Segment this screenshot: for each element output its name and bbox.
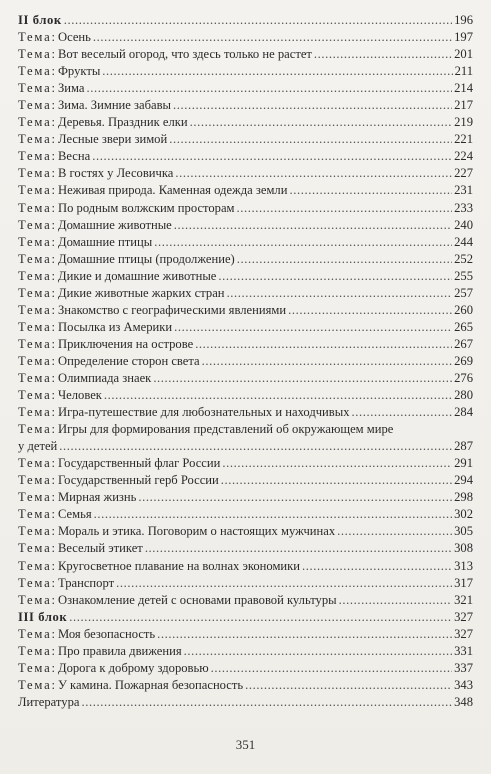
toc-entry xyxy=(18,540,473,557)
leader-dots xyxy=(289,182,452,199)
leader-dots xyxy=(339,592,452,609)
toc-entry xyxy=(18,626,473,643)
entry-title: Игры для формирования представлений об окружающем мире xyxy=(57,422,394,437)
entry-title-wrap xyxy=(18,63,100,80)
entry-title-wrap xyxy=(18,97,171,114)
entry-title: Литература xyxy=(18,694,80,709)
entries-group-b xyxy=(18,455,473,608)
theme-separator: : xyxy=(51,115,55,130)
entry-title-wrap xyxy=(18,472,219,489)
leader-dots xyxy=(175,165,452,182)
page-ref: 240 xyxy=(454,217,473,232)
leader-dots xyxy=(202,353,452,370)
leader-dots xyxy=(154,234,452,251)
theme-separator: : xyxy=(51,507,55,522)
toc-entry xyxy=(18,404,473,421)
page-ref: 201 xyxy=(454,47,473,62)
leader-dots xyxy=(102,63,452,80)
entry-title: Веселый этикет xyxy=(57,541,143,556)
block-heading-2 xyxy=(18,12,473,29)
page-ref: 196 xyxy=(454,13,473,27)
leader-dots xyxy=(116,575,452,592)
toc-entry xyxy=(18,370,473,387)
theme-label: Тема xyxy=(18,592,52,607)
leader-dots xyxy=(314,46,452,63)
theme-label: Тема xyxy=(18,319,52,334)
entry-title: Весна xyxy=(57,149,91,164)
theme-separator: : xyxy=(51,353,55,368)
entry-title: Деревья. Праздник елки xyxy=(57,115,188,130)
theme-separator: : xyxy=(51,388,55,403)
theme-label: Тема xyxy=(18,353,52,368)
page-ref: 217 xyxy=(454,98,473,113)
toc-entry xyxy=(18,302,473,319)
page-number: 351 xyxy=(235,737,256,752)
toc-entry xyxy=(18,165,473,182)
entry-title: Определение сторон света xyxy=(57,353,200,368)
toc-entry xyxy=(18,251,473,268)
page-ref: 265 xyxy=(454,319,473,334)
entry-title: Моя безопасность xyxy=(57,626,156,641)
page-ref: 269 xyxy=(454,353,473,368)
leader-dots xyxy=(157,626,452,643)
toc-entry xyxy=(18,148,473,165)
page-ref: 317 xyxy=(454,575,473,590)
theme-separator: : xyxy=(51,251,55,266)
theme-separator: : xyxy=(51,524,55,539)
theme-label: Тема xyxy=(18,166,52,181)
toc-entry xyxy=(18,268,473,285)
entry-title: Лесные звери зимой xyxy=(57,132,168,147)
toc-entry-literature xyxy=(18,694,473,711)
theme-label: Тема xyxy=(18,677,52,692)
theme-label: Тема xyxy=(18,149,52,164)
toc-entry xyxy=(18,660,473,677)
page-ref: 257 xyxy=(454,285,473,300)
entry-title-wrap xyxy=(18,46,312,63)
theme-separator: : xyxy=(51,422,55,437)
entry-title: Неживая природа. Каменная одежда земли xyxy=(57,183,288,198)
theme-separator: : xyxy=(51,132,55,147)
toc-entry xyxy=(18,353,473,370)
page-ref: 219 xyxy=(454,115,473,130)
entry-title-wrap xyxy=(18,643,182,660)
entry-title: Осень xyxy=(57,30,91,45)
theme-label: Тема xyxy=(18,660,52,675)
entry-title: Транспорт xyxy=(57,575,115,590)
theme-label: Тема xyxy=(18,285,52,300)
page-ref: 231 xyxy=(454,183,473,198)
leader-dots xyxy=(104,387,452,404)
entry-title-wrap xyxy=(18,370,151,387)
entry-title: Дикие животные жарких стран xyxy=(57,285,225,300)
entry-title-wrap xyxy=(18,523,335,540)
entry-title: Посылка из Америки xyxy=(57,319,173,334)
toc-entry xyxy=(18,114,473,131)
leader-dots xyxy=(337,523,452,540)
page-ref: 284 xyxy=(454,405,473,420)
entry-line-2 xyxy=(18,438,473,455)
theme-label: Тема xyxy=(18,98,52,113)
entry-title: Человек xyxy=(57,388,102,403)
theme-label: Тема xyxy=(18,336,52,351)
theme-label: Тема xyxy=(18,370,52,385)
theme-separator: : xyxy=(51,558,55,573)
leader-dots xyxy=(237,200,453,217)
theme-separator: : xyxy=(51,30,55,45)
theme-separator: : xyxy=(51,677,55,692)
page-ref: 308 xyxy=(454,541,473,556)
entry-title: У камина. Пожарная безопасность xyxy=(57,677,244,692)
page-ref: 221 xyxy=(454,132,473,147)
entry-title-wrap xyxy=(18,217,172,234)
leader-dots xyxy=(94,506,452,523)
leader-dots xyxy=(190,114,453,131)
entry-title: Семья xyxy=(57,507,92,522)
theme-separator: : xyxy=(51,370,55,385)
theme-separator: : xyxy=(51,575,55,590)
entry-title-continued: у детей xyxy=(18,439,58,454)
page-ref: 214 xyxy=(454,81,473,96)
page-ref: 233 xyxy=(454,200,473,215)
theme-label: Тема xyxy=(18,643,52,658)
entry-title-wrap xyxy=(18,302,286,319)
theme-separator: : xyxy=(51,541,55,556)
page-ref: 298 xyxy=(454,490,473,505)
theme-separator: : xyxy=(51,183,55,198)
page-ref: 331 xyxy=(454,643,473,658)
entry-title-wrap xyxy=(18,387,102,404)
theme-label: Тема xyxy=(18,47,52,62)
leader-dots xyxy=(153,370,452,387)
page-ref: 348 xyxy=(454,694,473,709)
entry-title-wrap xyxy=(18,336,193,353)
toc-entry xyxy=(18,455,473,472)
page-ref: 244 xyxy=(454,234,473,249)
theme-separator: : xyxy=(51,200,55,215)
toc-entry xyxy=(18,558,473,575)
entry-title-wrap xyxy=(18,268,216,285)
toc-entry xyxy=(18,643,473,660)
block-heading-3 xyxy=(18,609,473,626)
entry-title: Домашние птицы xyxy=(57,234,153,249)
toc-entry xyxy=(18,575,473,592)
entry-title: По родным волжским просторам xyxy=(57,200,235,215)
entry-title: Дикие и домашние животные xyxy=(57,268,217,283)
leader-dots xyxy=(81,694,452,711)
theme-separator: : xyxy=(51,47,55,62)
leader-dots xyxy=(59,438,452,455)
theme-separator: : xyxy=(51,473,55,488)
theme-label: Тема xyxy=(18,132,52,147)
toc-entry xyxy=(18,285,473,302)
page-ref: 287 xyxy=(454,439,473,454)
entry-title: В гостях у Лесовичка xyxy=(57,166,174,181)
page-ref: 224 xyxy=(454,149,473,164)
entry-title-wrap xyxy=(18,285,225,302)
entry-title: Кругосветное плавание на волнах экономики xyxy=(57,558,301,573)
entry-line-1 xyxy=(18,421,473,438)
page-ref: 211 xyxy=(454,64,473,79)
toc-entry xyxy=(18,234,473,251)
theme-separator: : xyxy=(51,302,55,317)
theme-separator: : xyxy=(51,64,55,79)
entry-title-wrap xyxy=(18,404,350,421)
theme-label: Тема xyxy=(18,183,52,198)
page-ref: 321 xyxy=(454,592,473,607)
theme-label: Тема xyxy=(18,524,52,539)
theme-label: Тема xyxy=(18,64,52,79)
entry-title-wrap xyxy=(18,506,92,523)
entry-title-wrap xyxy=(18,29,91,46)
toc-entry xyxy=(18,319,473,336)
block-title: II блок xyxy=(18,13,62,27)
leader-dots xyxy=(218,268,452,285)
theme-label: Тема xyxy=(18,541,52,556)
theme-label: Тема xyxy=(18,575,52,590)
theme-label: Тема xyxy=(18,115,52,130)
entry-title: Домашние животные xyxy=(57,217,172,232)
theme-separator: : xyxy=(51,268,55,283)
theme-separator: : xyxy=(51,319,55,334)
toc-entry xyxy=(18,336,473,353)
entry-title-wrap xyxy=(18,200,235,217)
toc-entry xyxy=(18,592,473,609)
leader-dots xyxy=(92,148,452,165)
entry-title: Приключения на острове xyxy=(57,336,194,351)
theme-label: Тема xyxy=(18,217,52,232)
leader-dots xyxy=(174,319,452,336)
entry-title: Фрукты xyxy=(57,64,101,79)
leader-dots xyxy=(138,489,452,506)
leader-dots xyxy=(211,660,452,677)
page-ref: 337 xyxy=(454,660,473,675)
entry-title-wrap xyxy=(18,353,200,370)
entry-title: Зима xyxy=(57,81,85,96)
toc-entry xyxy=(18,506,473,523)
table-of-contents xyxy=(18,12,473,711)
entry-title-wrap xyxy=(18,489,136,506)
entry-title: Зима. Зимние забавы xyxy=(57,98,172,113)
entry-title-wrap xyxy=(18,660,209,677)
leader-dots xyxy=(169,131,452,148)
page-ref: 294 xyxy=(454,473,473,488)
entry-title: Дорога к доброму здоровью xyxy=(57,660,209,675)
theme-separator: : xyxy=(51,490,55,505)
theme-label: Тема xyxy=(18,456,52,471)
leader-dots xyxy=(64,12,452,29)
theme-label: Тема xyxy=(18,422,52,437)
entry-title-wrap xyxy=(18,592,337,609)
theme-separator: : xyxy=(51,98,55,113)
toc-entry xyxy=(18,472,473,489)
theme-separator: : xyxy=(51,643,55,658)
page-ref: 197 xyxy=(454,30,473,45)
entry-title: Государственный флаг России xyxy=(57,456,221,471)
entry-title: Знакомство с географическими явлениями xyxy=(57,302,287,317)
leader-dots xyxy=(173,97,452,114)
leader-dots xyxy=(69,609,452,626)
entry-title-wrap xyxy=(18,165,173,182)
theme-label: Тема xyxy=(18,405,52,420)
theme-label: Тема xyxy=(18,30,52,45)
leader-dots xyxy=(237,251,452,268)
leader-dots xyxy=(93,29,452,46)
page-ref: 280 xyxy=(454,388,473,403)
leader-dots xyxy=(87,80,453,97)
theme-label: Тема xyxy=(18,234,52,249)
leader-dots xyxy=(184,643,452,660)
page-ref: 343 xyxy=(454,677,473,692)
leader-dots xyxy=(222,455,452,472)
toc-entry xyxy=(18,131,473,148)
entries-group-c xyxy=(18,626,473,694)
toc-entry xyxy=(18,523,473,540)
entry-title-wrap xyxy=(18,131,167,148)
theme-separator: : xyxy=(51,456,55,471)
theme-label: Тема xyxy=(18,388,52,403)
entry-title: Вот веселый огород, что здесь только не растет xyxy=(57,47,312,62)
leader-dots xyxy=(245,677,452,694)
theme-separator: : xyxy=(51,234,55,249)
entry-title-wrap xyxy=(18,182,287,199)
entry-title-wrap xyxy=(18,677,243,694)
entry-title-wrap xyxy=(18,455,220,472)
theme-separator: : xyxy=(51,592,55,607)
toc-entry xyxy=(18,29,473,46)
entry-title-wrap xyxy=(18,234,152,251)
page-ref: 327 xyxy=(454,626,473,641)
entry-title: Мораль и этика. Поговорим о настоящих мужчинах xyxy=(57,524,336,539)
entry-title: Домашние птицы (продолжение) xyxy=(57,251,235,266)
entry-title-wrap xyxy=(18,319,172,336)
theme-label: Тема xyxy=(18,268,52,283)
theme-separator: : xyxy=(51,336,55,351)
page-ref: 276 xyxy=(454,370,473,385)
toc-entry xyxy=(18,182,473,199)
theme-label: Тема xyxy=(18,626,52,641)
theme-separator: : xyxy=(51,626,55,641)
page-ref: 260 xyxy=(454,302,473,317)
entry-title-wrap xyxy=(18,540,143,557)
theme-separator: : xyxy=(51,285,55,300)
toc-entry xyxy=(18,80,473,97)
theme-label: Тема xyxy=(18,558,52,573)
theme-separator: : xyxy=(51,149,55,164)
theme-label: Тема xyxy=(18,251,52,266)
theme-separator: : xyxy=(51,166,55,181)
page-ref: 227 xyxy=(454,166,473,181)
entry-title: Государственный герб России xyxy=(57,473,219,488)
entry-title-wrap xyxy=(18,575,114,592)
leader-dots xyxy=(352,404,453,421)
leader-dots xyxy=(302,558,452,575)
entries-group-a xyxy=(18,29,473,421)
theme-label: Тема xyxy=(18,473,52,488)
toc-entry xyxy=(18,97,473,114)
toc-entry xyxy=(18,46,473,63)
leader-dots xyxy=(227,285,453,302)
leader-dots xyxy=(195,336,452,353)
theme-label: Тема xyxy=(18,200,52,215)
entry-title-wrap xyxy=(18,558,300,575)
toc-entry xyxy=(18,677,473,694)
entry-title-wrap xyxy=(18,114,188,131)
theme-label: Тема xyxy=(18,302,52,317)
entry-title-wrap xyxy=(18,148,90,165)
page-ref: 305 xyxy=(454,524,473,539)
entry-title: Мирная жизнь xyxy=(57,490,137,505)
page-ref: 255 xyxy=(454,268,473,283)
toc-entry xyxy=(18,63,473,80)
toc-entry xyxy=(18,200,473,217)
page-ref: 291 xyxy=(454,456,473,471)
page-ref: 313 xyxy=(454,558,473,573)
leader-dots xyxy=(221,472,452,489)
entry-title: Ознакомление детей с основами правовой культуры xyxy=(57,592,337,607)
toc-entry xyxy=(18,489,473,506)
page-ref: 252 xyxy=(454,251,473,266)
toc-entry xyxy=(18,217,473,234)
entry-title: Про правила движения xyxy=(57,643,182,658)
leader-dots xyxy=(174,217,452,234)
entry-title: Игра-путешествие для любознательных и находчивых xyxy=(57,405,350,420)
leader-dots xyxy=(288,302,452,319)
entry-title-wrap xyxy=(18,80,85,97)
entry-title-wrap xyxy=(18,626,155,643)
theme-separator: : xyxy=(51,217,55,232)
theme-label: Тема xyxy=(18,490,52,505)
entry-title-wrap xyxy=(18,251,235,268)
theme-separator: : xyxy=(51,81,55,96)
page-ref: 302 xyxy=(454,507,473,522)
theme-separator: : xyxy=(51,405,55,420)
page-ref: 267 xyxy=(454,336,473,351)
toc-entry-wrapped xyxy=(18,421,473,455)
entry-title: Олимпиада знаек xyxy=(57,370,152,385)
block-title: III блок xyxy=(18,609,68,624)
theme-label: Тема xyxy=(18,81,52,96)
theme-label: Тема xyxy=(18,507,52,522)
theme-separator: : xyxy=(51,660,55,675)
leader-dots xyxy=(145,540,452,557)
page-ref: 327 xyxy=(454,609,473,624)
toc-entry xyxy=(18,387,473,404)
